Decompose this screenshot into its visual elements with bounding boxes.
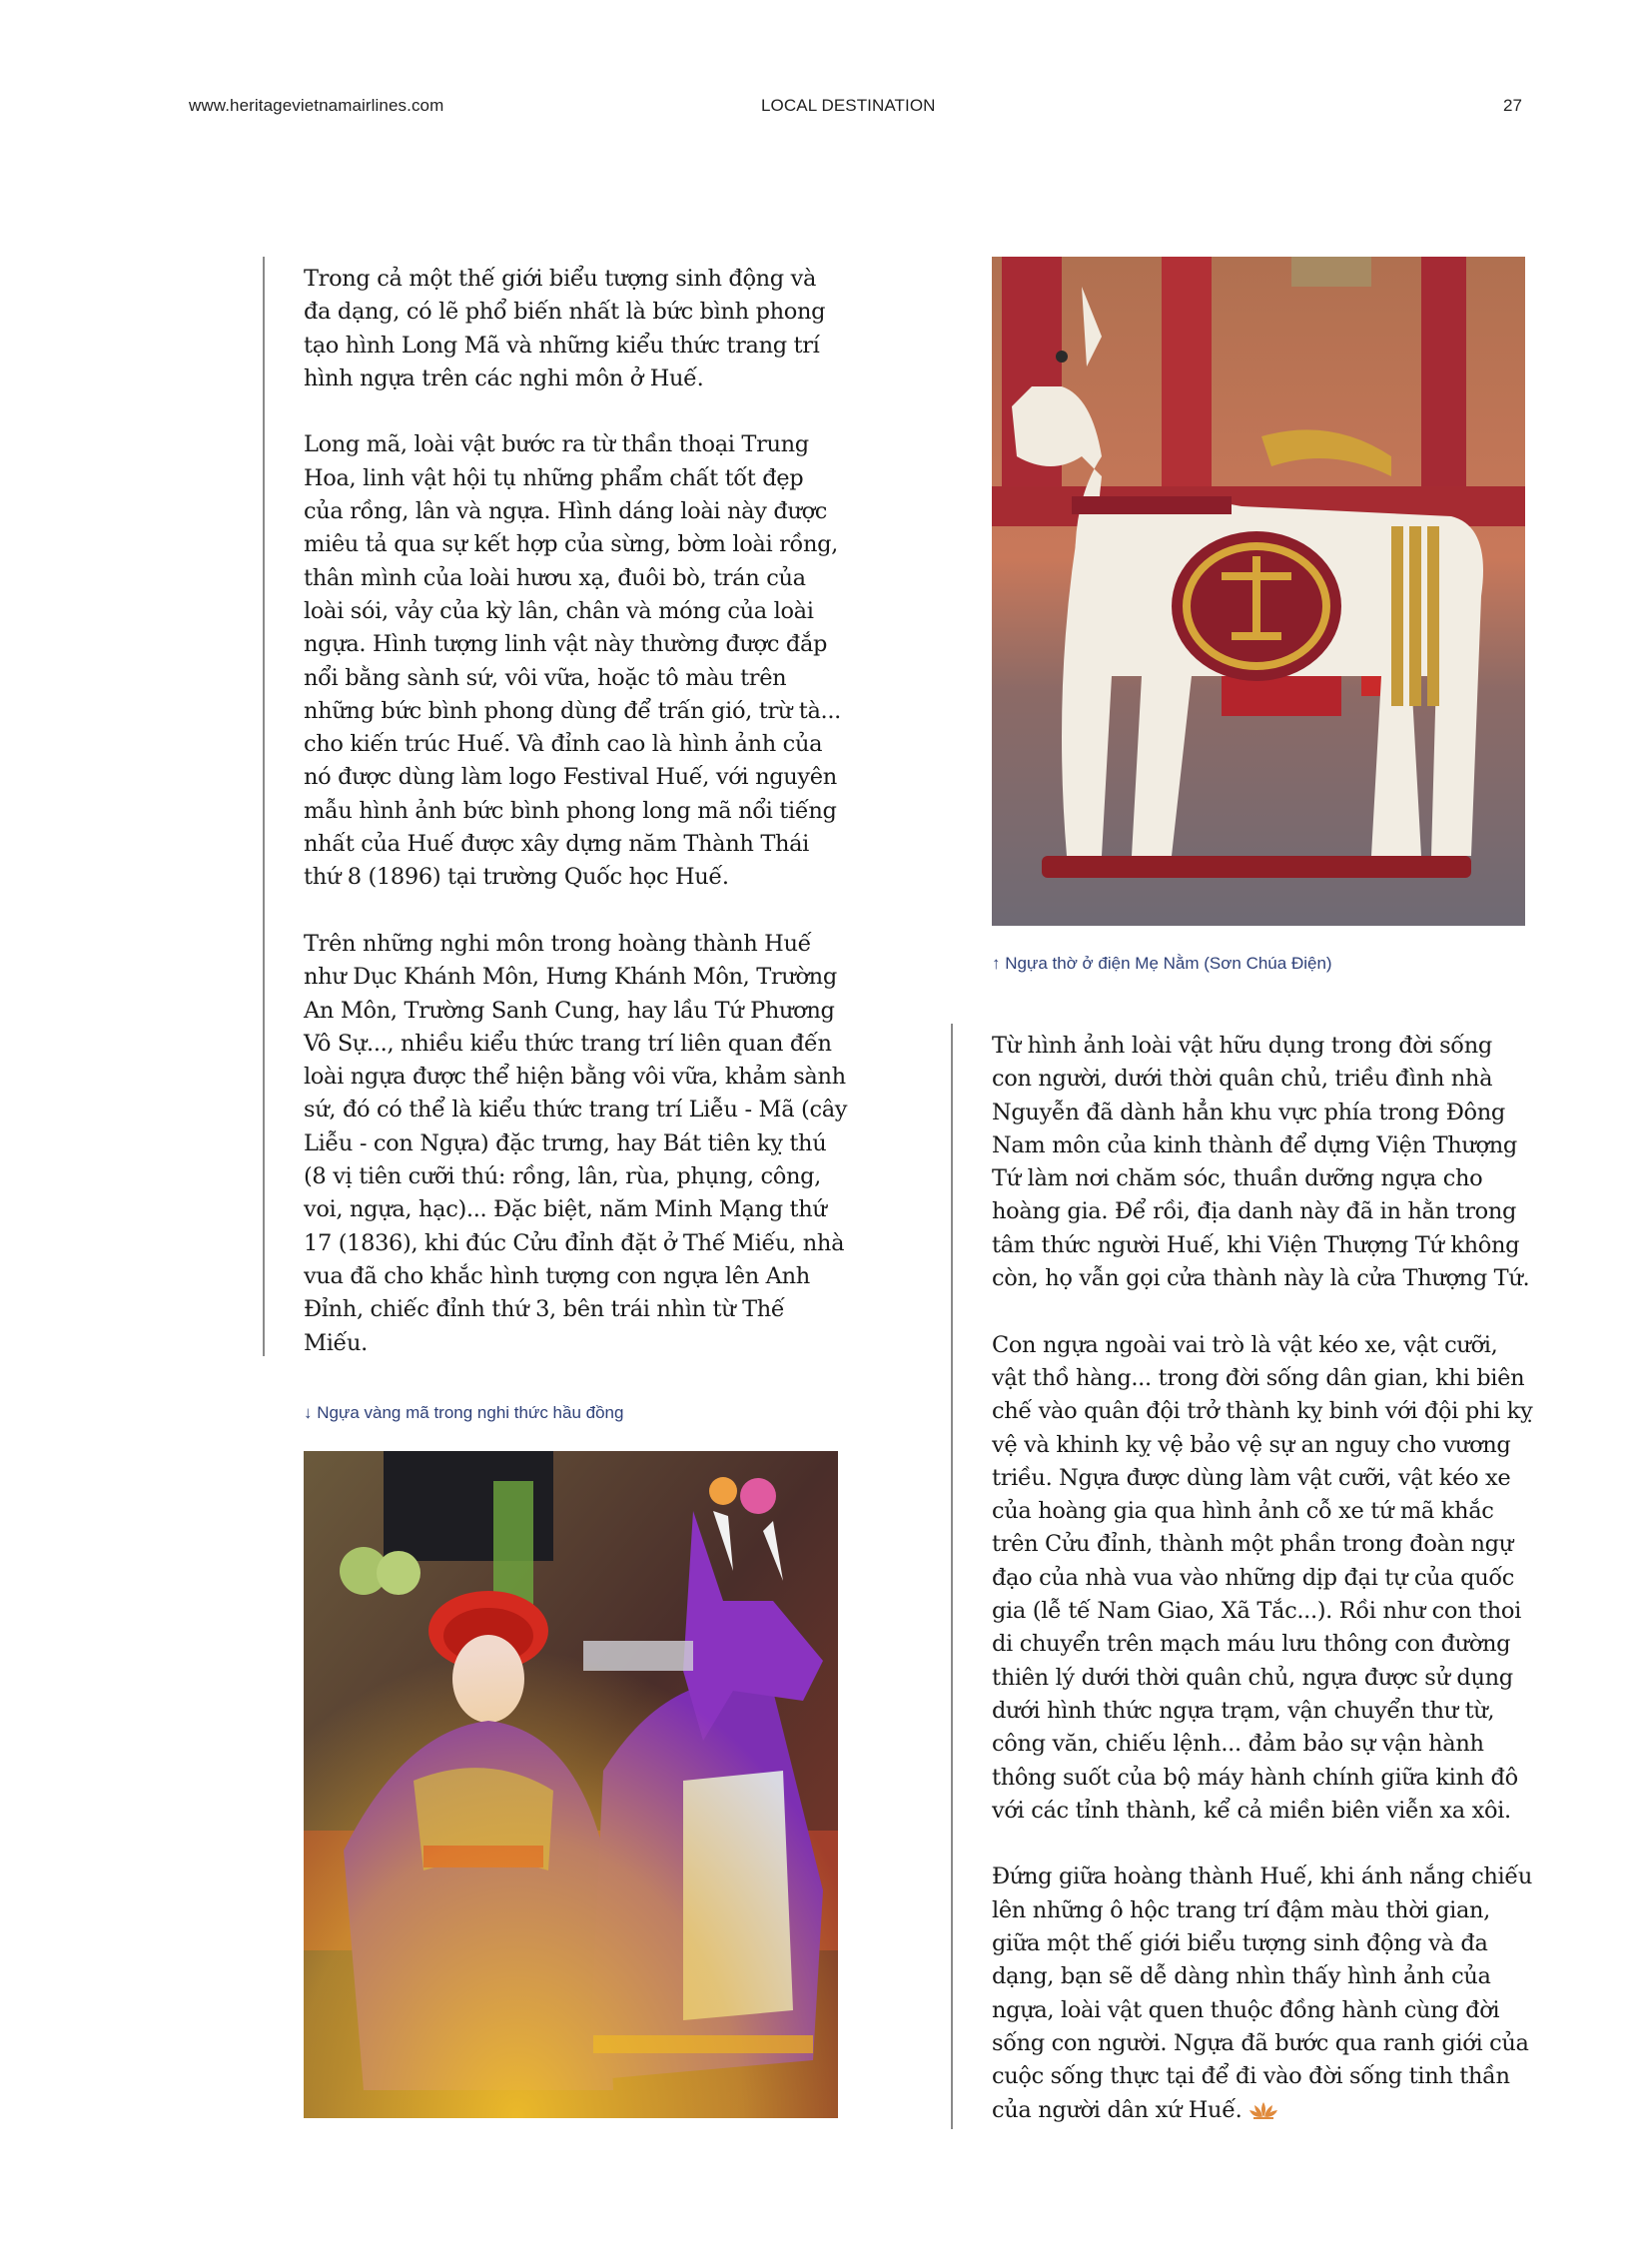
right-column-rule — [951, 1024, 953, 2129]
paragraph: Long mã, loài vật bước ra từ thần thoại Trung Hoa, linh vật hội tụ những phẩm chất tốt đẹp của rồng, lân và ngựa. Hình dáng loài này được miêu tả qua sự kết hợp của sừng, bờm loài rồng, thân mình của loài hươu xạ, đuôi bò, trán của loài sói, vảy của kỳ lân, chân và móng của loài ngựa. Hình tượng linh vật này thường được đắp nổi bằng sành sứ, vôi vữa, hoặc tô màu trên những bức bình phong dùng để trấn gió, trừ tà... cho kiến trúc Huế. Và đỉnh cao là hình ảnh của nó được dùng làm logo Festival Huế, với nguyên mẫu hình ảnh bức bình phong long mã nổi tiếng nhất của Huế được xây dựng năm Thành Thái thứ 8 (1896) tại trường Quốc học Huế. — [304, 431, 841, 891]
closing-paragraph-text: Đứng giữa hoàng thành Huế, khi ánh nắng chiếu lên những ô hộc trang trí đậm màu thời gian, giữa một thế giới biểu tượng sinh động và đa dạng, bạn sẽ dễ dàng nhìn thấy hình ảnh của ngựa, loài vật quen thuộc đồng hành cùng đời sống con người. Ngựa đã bước qua ranh giới của cuộc sống thực tại để đi vào đời sống tinh thần của người dân xứ Huế. — [992, 1864, 1533, 2123]
photo-worship-horse — [992, 257, 1525, 926]
photo-caption-top-right: ↑ Ngựa thờ ở điện Mẹ Nằm (Sơn Chúa Điện) — [992, 954, 1332, 973]
right-article-column — [992, 1030, 1536, 2130]
paragraph: Trong cả một thế giới biểu tượng sinh động và đa dạng, có lẽ phổ biến nhất là bức bình phong tạo hình Long Mã và những kiểu thức trang trí hình ngựa trên các nghi môn ở Huế. — [304, 266, 826, 391]
page-number: 27 — [1503, 96, 1523, 115]
paragraph: Trên những nghi môn trong hoàng thành Huế như Dục Khánh Môn, Hưng Khánh Môn, Trường An Môn, Trường Sanh Cung, hay lầu Tứ Phương Vô Sự..., nhiều kiểu thức trang trí liên quan đến loài ngựa được thể hiện bằng vôi vữa, khảm sành sứ, đó có thể là kiểu thức trang trí Liễu - Mã (cây Liễu - con Ngựa) đặc trưng, hay Bát tiên kỵ thú (8 vị tiên cưỡi thú: rồng, lân, rùa, phụng, công, voi, ngựa, hạc)... Đặc biệt, năm Minh Mạng thứ 17 (1836), khi đúc Cửu đỉnh đặt ở Thế Miếu, nhà vua đã cho khắc hình tượng con ngựa lên Anh Đỉnh, chiếc đỉnh thứ 3, bên trái nhìn từ Thế Miếu. — [304, 930, 848, 1356]
photo-caption-bottom-left: ↓ Ngựa vàng mã trong nghi thức hầu đồng — [304, 1403, 624, 1422]
hau-dong-photo-illustration — [304, 1451, 838, 2118]
photo-ritual-paper-horse — [304, 1451, 838, 2118]
paragraph-closing — [992, 1861, 1536, 2129]
paragraph: Con ngựa ngoài vai trò là vật kéo xe, vật cưỡi, vật thồ hàng... trong đời sống dân gian, khi biên chế vào quân đội trở thành kỵ binh với đội phi kỵ vệ và khinh kỵ vệ bảo vệ sự an nguy cho vương triều. Ngựa được dùng làm vật cưỡi, vật kéo xe của hoàng gia qua hình ảnh cỗ xe tứ mã khắc trên Cửu đỉnh, thành một phần trong đoàn ngự đạo của nhà vua vào những dịp đại tự của quốc gia (lễ tế Nam Giao, Xã Tắc...). Rồi như con thoi di chuyển trên mạch máu lưu thông con đường thiên lý dưới thời quân chủ, ngựa được sử dụng dưới hình thức ngựa trạm, vận chuyển thư từ, công văn, chiếu lệnh... đảm bảo sự vận hành thông suốt của bộ máy hành chính giữa kinh đô với các tỉnh thành, kể cả miền biên viễn xa xôi. — [992, 1331, 1533, 1824]
header-website: www.heritagevietnamairlines.com — [189, 96, 444, 115]
paragraph: Từ hình ảnh loài vật hữu dụng trong đời sống con người, dưới thời quân chủ, triều đình nhà Nguyễn đã dành hẳn khu vực phía trong Đông Nam môn của kinh thành để dựng Viện Thượng Tứ làm nơi chăm sóc, thuần dưỡng ngựa cho hoàng gia. Để rồi, địa danh này đã in hằn trong tâm thức người Huế, khi Viện Thượng Tứ không còn, họ vẫn gọi cửa thành này là cửa Thượng Tứ. — [992, 1033, 1530, 1292]
left-article-column — [304, 263, 848, 1360]
worship-horse-photo-illustration — [992, 257, 1525, 926]
left-column-rule — [263, 257, 265, 1356]
lotus-icon — [1248, 2097, 1278, 2130]
header-section-title: LOCAL DESTINATION — [761, 96, 936, 115]
